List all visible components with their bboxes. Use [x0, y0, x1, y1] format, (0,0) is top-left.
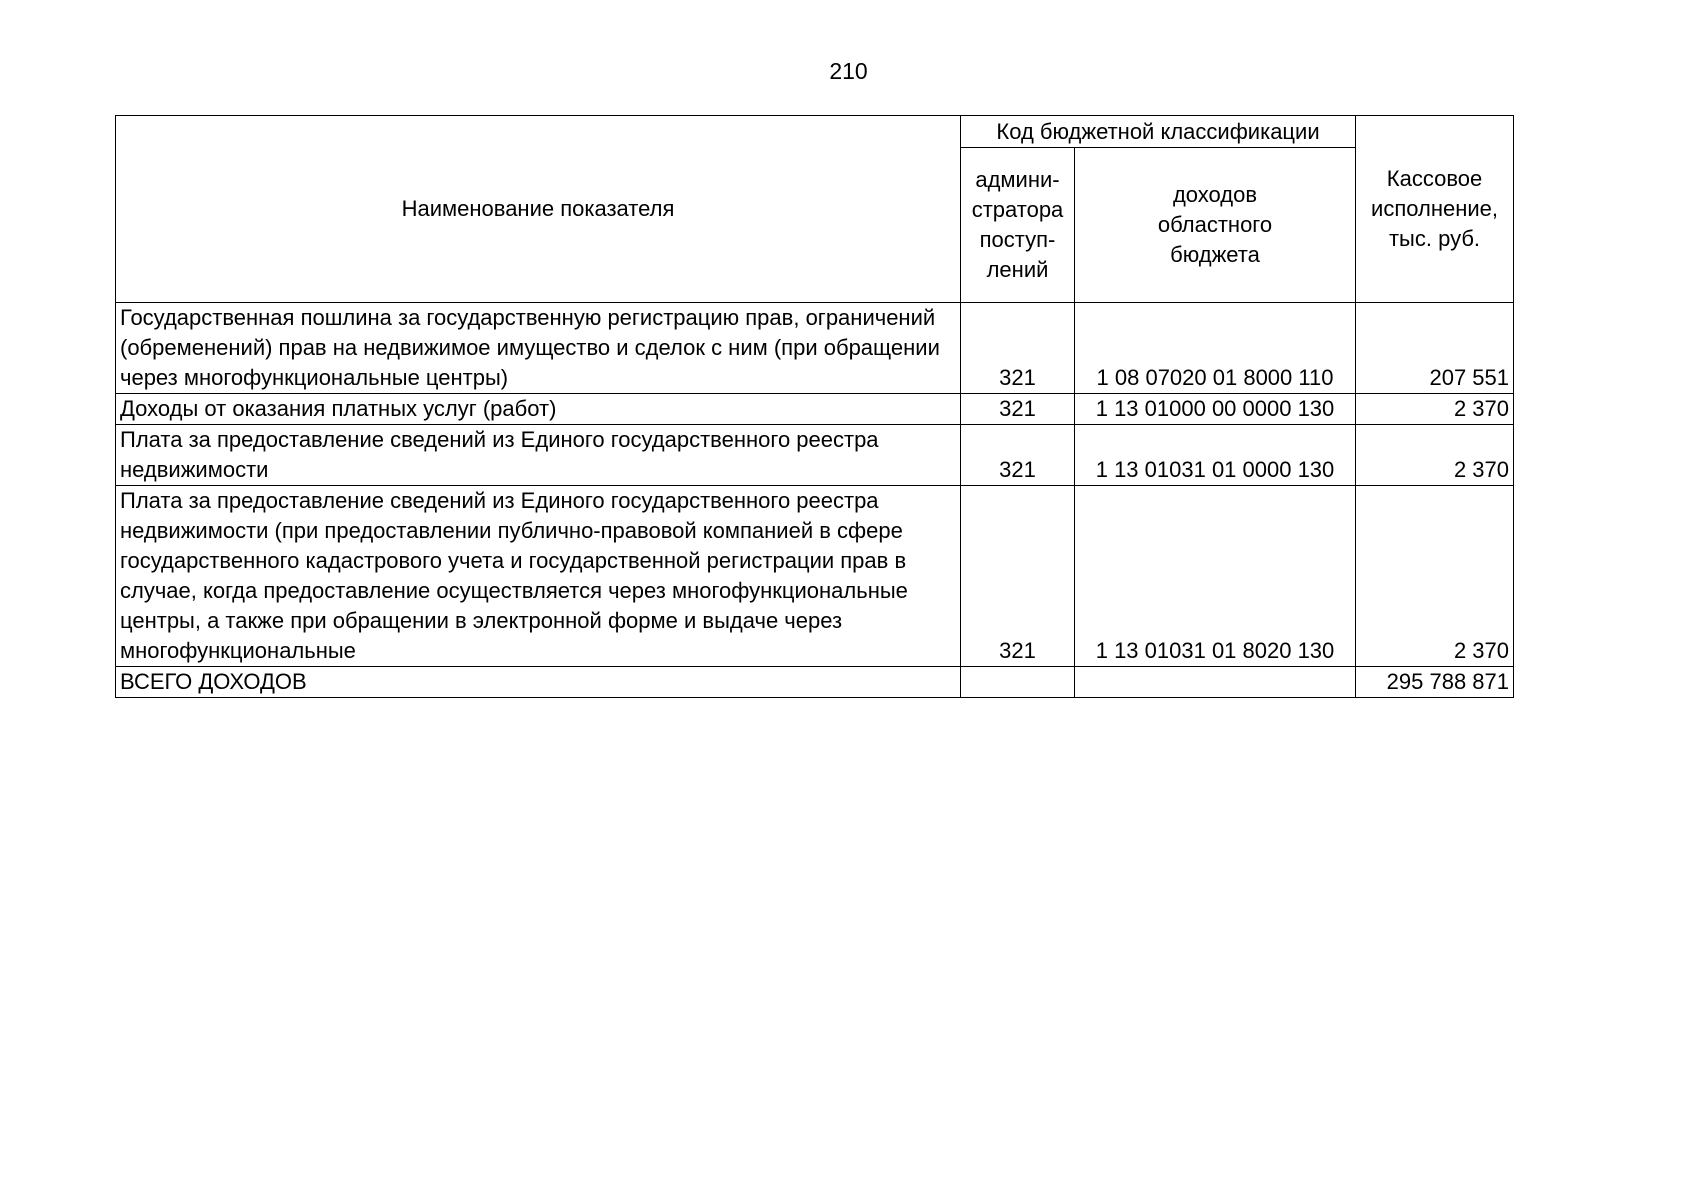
page-number: 210	[829, 58, 868, 84]
row-amount: 207 551	[1356, 303, 1514, 394]
row-amount: 2 370	[1356, 425, 1514, 486]
row-name: Плата за предоставление сведений из Единого государственного реестра недвижимости (при предоставлении публично-правовой компанией в сфере государственного кадастрового учета и государственной регистрации прав в случае, когда предоставление осуществляется через многофункциональные центры, а также при обращении в электронной форме и выдаче через многофункциональные	[116, 486, 961, 667]
total-admin-empty	[961, 667, 1075, 698]
row-name: Доходы от оказания платных услуг (работ)	[116, 394, 961, 425]
row-name: Государственная пошлина за государственную регистрацию прав, ограничений (обременений) прав на недвижимое имущество и сделок с ним (при обращении через многофункциональные центры)	[116, 303, 961, 394]
row-revenue-code: 1 13 01031 01 8020 130	[1075, 486, 1356, 667]
table-row	[116, 394, 1514, 425]
header-administrator-label: админи- стратора поступ- лений	[971, 167, 1064, 282]
header-cash-execution-label: Кассовое исполнение, тыс. руб.	[1371, 166, 1498, 251]
row-revenue-code: 1 08 07020 01 8000 110	[1075, 303, 1356, 394]
table-row	[116, 486, 1514, 667]
row-amount: 2 370	[1356, 394, 1514, 425]
row-admin-code: 321	[961, 486, 1075, 667]
header-administrator	[961, 148, 1075, 303]
total-code-empty	[1075, 667, 1356, 698]
total-amount: 295 788 871	[1356, 667, 1514, 698]
header-revenue-code	[1075, 148, 1356, 303]
header-classification-code: Код бюджетной классификации	[961, 116, 1356, 148]
row-admin-code: 321	[961, 425, 1075, 486]
table-row	[116, 425, 1514, 486]
total-label: ВСЕГО ДОХОДОВ	[116, 667, 961, 698]
row-revenue-code: 1 13 01000 00 0000 130	[1075, 394, 1356, 425]
row-name: Плата за предоставление сведений из Единого государственного реестра недвижимости	[116, 425, 961, 486]
table-row	[116, 303, 1514, 394]
total-row	[116, 667, 1514, 698]
row-amount: 2 370	[1356, 486, 1514, 667]
row-admin-code: 321	[961, 394, 1075, 425]
header-cash-execution	[1356, 116, 1514, 303]
header-row-top	[116, 116, 1514, 148]
header-indicator-name: Наименование показателя	[116, 116, 961, 303]
row-admin-code: 321	[961, 303, 1075, 394]
header-revenue-code-label: доходов областного бюджета	[1157, 182, 1273, 267]
row-revenue-code: 1 13 01031 01 0000 130	[1075, 425, 1356, 486]
revenue-table	[115, 115, 1514, 698]
